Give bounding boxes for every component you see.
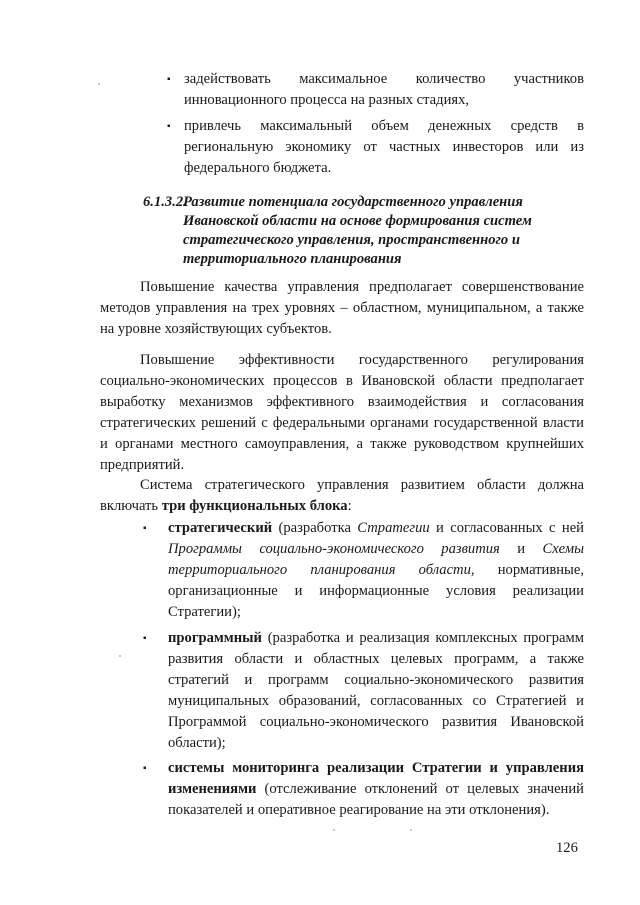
intro-tail: : xyxy=(347,498,352,514)
block-italic: Схемы территориального планирования области xyxy=(168,541,584,578)
paragraph: Повышение эффективности государственного регулирования социально-экономических процессов в Ивановской области предполагает выработку механизмов эффективного взаимодействия и согласования стратегических решений с федеральными органами государственной власти и органами местного самоуправления, а также руководством крупнейших предприятий. xyxy=(100,352,584,473)
list-item: задействовать максимальное количество участников инновационного процесса на разных стадиях, xyxy=(184,71,584,108)
list-item xyxy=(168,518,584,623)
block-text: , нормативные, организационные и информационные условия реализации Стратегии); xyxy=(168,562,584,620)
block-title: стратегический xyxy=(168,520,273,536)
page-number: 126 xyxy=(556,840,578,856)
section-number: 6.1.3.2. xyxy=(143,194,187,210)
scan-speck xyxy=(98,83,100,85)
paragraph: Повышение качества управления предполагает совершенствование методов управления на трех уровнях – областном, муниципальном, а также на уровне хозяйствующих субъектов. xyxy=(100,279,584,337)
scan-speck xyxy=(333,829,335,831)
block-text: и согласованных с ней xyxy=(429,520,584,536)
scan-speck xyxy=(119,655,121,657)
block-text: и xyxy=(499,541,543,557)
bullet-marker: ▪ xyxy=(143,763,147,774)
bullet-marker: ▪ xyxy=(143,633,147,644)
scan-speck xyxy=(410,829,412,831)
block-italic: Программы социально-экономического развития xyxy=(168,541,500,557)
intro-text: Система стратегического управления развитием области должна включать xyxy=(100,477,584,514)
block-text: (разработка xyxy=(272,520,358,536)
list-item: привлечь максимальный объем денежных средств в региональную экономику от частных инвесторов или из федерального бюджета. xyxy=(184,118,584,176)
section-heading xyxy=(143,193,573,269)
section-title-rest: Ивановской области на основе формирования систем стратегического управления, пространственного и территориального планирования xyxy=(183,213,532,267)
list-item xyxy=(168,758,584,821)
block-text: (разработка и реализация комплексных программ развития области и областных целевых программ, а также стратегий и программ социально-экономического развития муниципальных образований, согласованных со Стратегией и Программой социально-экономического развития Ивановской области); xyxy=(168,630,584,751)
bullet-marker: ▪ xyxy=(167,74,171,85)
bullet-marker: ▪ xyxy=(167,121,171,132)
paragraph-intro xyxy=(100,475,584,517)
block-text: (отслеживание отклонений от целевых значений показателей и оперативное реагирование на эти отклонения). xyxy=(168,781,584,818)
block-italic: Стратегии xyxy=(357,520,430,536)
block-title: системы мониторинга реализации Стратегии и управления изменениями xyxy=(168,760,584,797)
bullet-marker: ▪ xyxy=(143,523,147,534)
list-item xyxy=(168,628,584,754)
block-title: программный xyxy=(168,630,262,646)
intro-bold: три функциональных блока xyxy=(161,498,348,514)
section-title-line1: Развитие потенциала государственного управления xyxy=(183,194,523,210)
